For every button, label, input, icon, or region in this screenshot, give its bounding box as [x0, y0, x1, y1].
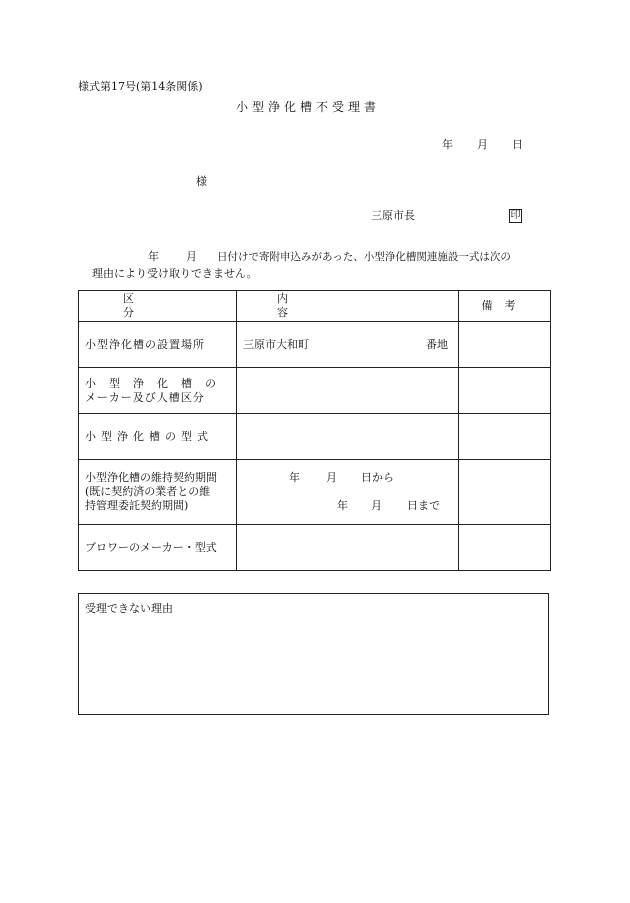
- table-header-row: [79, 291, 551, 322]
- header-content: 内容: [237, 291, 459, 322]
- form-number: 様式第17号(第14条関係): [78, 80, 203, 93]
- table-row: [79, 414, 551, 460]
- body-month: 月: [186, 250, 197, 263]
- cell-contract-period: 年 月 日から 年 月 日まで: [237, 460, 459, 525]
- date-year: 年: [442, 138, 453, 151]
- row-label-maker: 小型浄化槽の メーカー及び人槽区分: [79, 368, 237, 414]
- row-label-contract: 小型浄化槽の維持契約期間 (既に契約済の業者との維 持管理委託契約期間): [79, 460, 237, 525]
- table-row: [79, 525, 551, 571]
- body-year: 年: [148, 250, 159, 263]
- reason-label: 受理できない理由: [85, 602, 173, 615]
- issuer: 三原市長: [371, 209, 415, 222]
- info-table: [78, 290, 551, 571]
- table-row: [79, 322, 551, 368]
- table-row: [79, 460, 551, 525]
- cell-location: [237, 322, 459, 368]
- row-label-model: 小型浄化槽の型式: [79, 414, 237, 460]
- cell-remarks-1: [459, 322, 551, 368]
- cell-remarks-4: [459, 460, 551, 525]
- body-line1-rest: 日付けで寄附申込みがあった、小型浄化槽関連施設一式は次の: [217, 251, 511, 263]
- cell-remarks-2: [459, 368, 551, 414]
- row-label-blower: ブロワーのメーカー・型式: [79, 525, 237, 571]
- date-month: 月: [477, 138, 488, 151]
- header-category: 区分: [79, 291, 237, 322]
- cell-remarks-5: [459, 525, 551, 571]
- header-remarks: 備考: [459, 291, 551, 322]
- table-row: [79, 368, 551, 414]
- cell-blower: [237, 525, 459, 571]
- body-line2: 理由により受け取りできません。: [92, 267, 258, 280]
- cell-model: [237, 414, 459, 460]
- addressee-suffix: 様: [196, 175, 207, 188]
- location-address-suffix: 番地: [426, 337, 448, 351]
- cell-remarks-3: [459, 414, 551, 460]
- location-city: 三原市大和町: [243, 337, 309, 351]
- row-label-location: 小型浄化槽の設置場所: [79, 322, 237, 368]
- date-day: 日: [512, 138, 523, 151]
- reason-box: [78, 593, 549, 715]
- cell-maker: [237, 368, 459, 414]
- document-title: 小型浄化槽不受理書: [236, 100, 381, 114]
- seal-mark: 印: [510, 210, 521, 221]
